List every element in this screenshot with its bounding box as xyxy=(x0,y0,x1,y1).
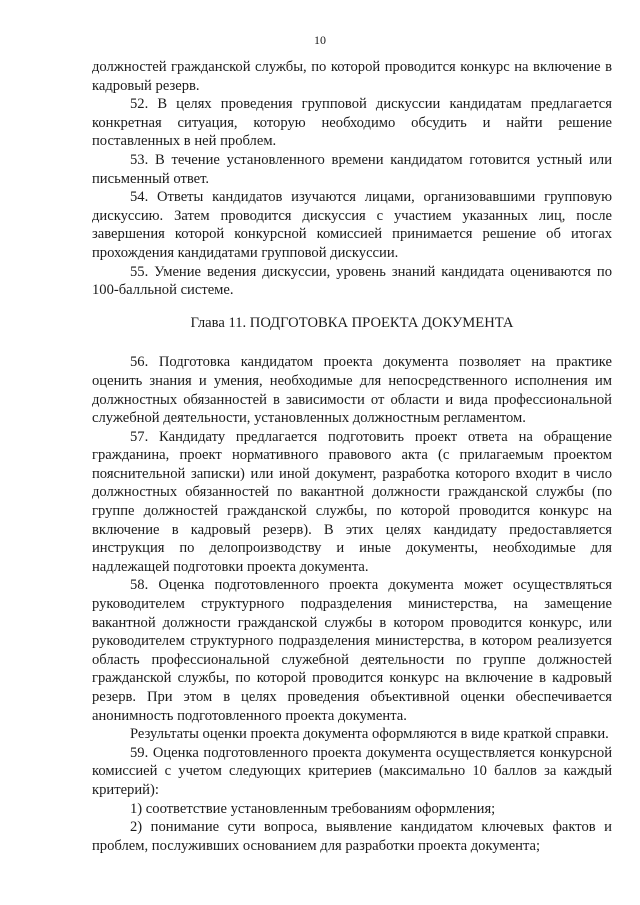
page-number: 10 xyxy=(314,33,326,47)
paragraph-56: 56. Подготовка кандидатом проекта документа позволяет на практике оценить знания и умения, необходимые для непосредственного исполнения им должностных обязанностей в зависимости от области и вида профессиональной служебной деятельности, установленных должностным регламентом. xyxy=(92,354,612,427)
criterion-2: 2) понимание сути вопроса, выявление кандидатом ключевых фактов и проблем, послуживших основанием для разработки проекта документа; xyxy=(92,819,612,854)
paragraph-continuation: должностей гражданской службы, по которой проводится конкурс на включение в кадровый резерв. xyxy=(92,59,612,94)
criterion-1: 1) соответствие установленным требованиям оформления; xyxy=(130,800,496,817)
paragraph-52: 52. В целях проведения групповой дискуссии кандидатам предлагается конкретная ситуация, которую необходимо обсудить и найти решение поставленных в ней проблем. xyxy=(92,96,612,150)
chapter-title: Глава 11. ПОДГОТОВКА ПРОЕКТА ДОКУМЕНТА xyxy=(190,314,514,331)
paragraph-59: 59. Оценка подготовленного проекта документа осуществляется конкурсной комиссией с учетом следующих критериев (максимально 10 баллов за каждый критерий): xyxy=(92,744,612,798)
document-body xyxy=(92,58,612,855)
paragraph-55: 55. Умение ведения дискуссии, уровень знаний кандидата оцениваются по 100-балльной системе. xyxy=(92,263,612,299)
paragraph-54: 54. Ответы кандидатов изучаются лицами, организовавшими групповую дискуссию. Затем проводится дискуссия с участием указанных лиц, после завершения которой конкурсной комиссией принимается решение об итогах прохождения кандидатами групповой дискуссии. xyxy=(92,189,612,261)
paragraph-57: 57. Кандидату предлагается подготовить проект ответа на обращение гражданина, проект нормативного правового акта (с прилагаемым проектом пояснительной записки) или иной документ, разработка которого входит в число должностных обязанностей по вакантной должности гражданской службы (по группе должностей гражданской службы, по которой проводится конкурс на включение в кадровый резерв). В этих целях кандидату предоставляется инструкция по делопроизводству и иные документы, необходимые для надлежащей подготовки проекта документа. xyxy=(92,428,612,575)
paragraph-53: 53. В течение установленного времени кандидатом готовится устный или письменный ответ. xyxy=(92,151,612,187)
paragraph-58: 58. Оценка подготовленного проекта документа может осуществляться руководителем структурного подразделения министерства, на замещение вакантной должности гражданской службы в котором проводится конкурс, или руководителем структурного подразделения министерства, в котором реализуется область профессиональной служебной деятельности по группе должностей гражданской службы, по которой проводится конкурс на включение в кадровый резерв. При этом в целях проведения объективной оценки обеспечивается анонимность подготовленного проекта документа. xyxy=(92,577,612,724)
paragraph-results: Результаты оценки проекта документа оформляются в виде краткой справки. xyxy=(130,726,609,743)
